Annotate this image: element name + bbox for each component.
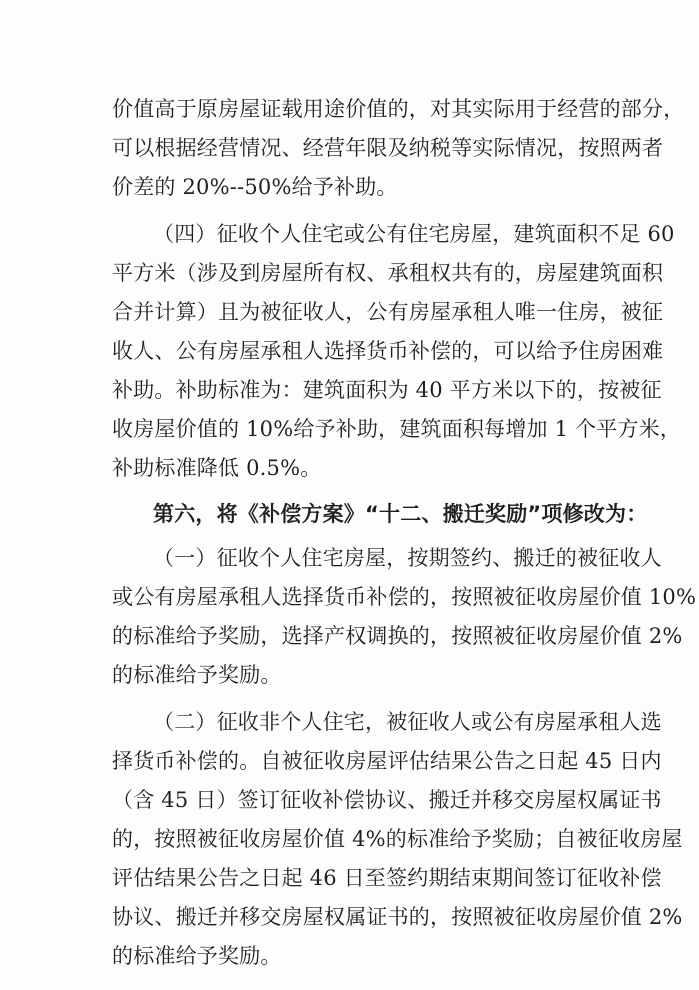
text-line: 的标准给予奖励，选择产权调换的，按照被征收房屋价值 2% <box>112 624 683 648</box>
text-line: 补助标准降低 0.5%。 <box>112 456 322 480</box>
text-line: 的标准给予奖励。 <box>112 663 282 687</box>
text-line: 收人、公有房屋承租人选择货币补偿的，可以给予住房困难 <box>112 339 664 363</box>
text-line: 择货币补偿的。自被征收房屋评估结果公告之日起 45 日内 <box>112 749 662 773</box>
text-line: 评估结果公告之日起 46 日至签约期结束期间签订征收补偿 <box>112 866 662 890</box>
section-heading: 第六，将《补偿方案》“十二、搬迁奖励”项修改为： <box>153 502 648 526</box>
text-line: （二）征收非个人住宅，被征收人或公有房屋承租人选 <box>153 710 662 734</box>
text-line: （一）征收个人住宅房屋，按期签约、搬迁的被征收人 <box>153 546 662 570</box>
text-line: 的标准给予奖励。 <box>112 944 282 968</box>
text-line: 可以根据经营情况、经营年限及纳税等实际情况，按照两者 <box>112 136 664 160</box>
text-line: 平方米（涉及到房屋所有权、承租权共有的，房屋建筑面积 <box>112 261 664 285</box>
text-line: 价差的 20%--50%给予补助。 <box>112 175 398 199</box>
text-line: （四）征收个人住宅或公有住宅房屋，建筑面积不足 60 <box>153 222 675 246</box>
text-line: 价值高于原房屋证载用途价值的，对其实际用于经营的部分， <box>112 97 685 121</box>
text-line: 补助。补助标准为：建筑面积为 40 平方米以下的，按被征 <box>112 378 662 402</box>
text-line: 的，按照被征收房屋价值 4%的标准给予奖励；自被征收房屋 <box>112 827 683 851</box>
text-line: 协议、搬迁并移交房屋权属证书的，按照被征收房屋价值 2% <box>112 905 683 929</box>
text-line: 或公有房屋承租人选择货币补偿的，按照被征收房屋价值 10% <box>112 585 697 609</box>
text-line: （含 45 日）签订征收补偿协议、搬迁并移交房屋权属证书 <box>112 788 662 812</box>
text-line: 合并计算）且为被征收人，公有房屋承租人唯一住房，被征 <box>112 300 664 324</box>
text-line: 收房屋价值的 10%给予补助，建筑面积每增加 1 个平方米， <box>112 417 682 441</box>
